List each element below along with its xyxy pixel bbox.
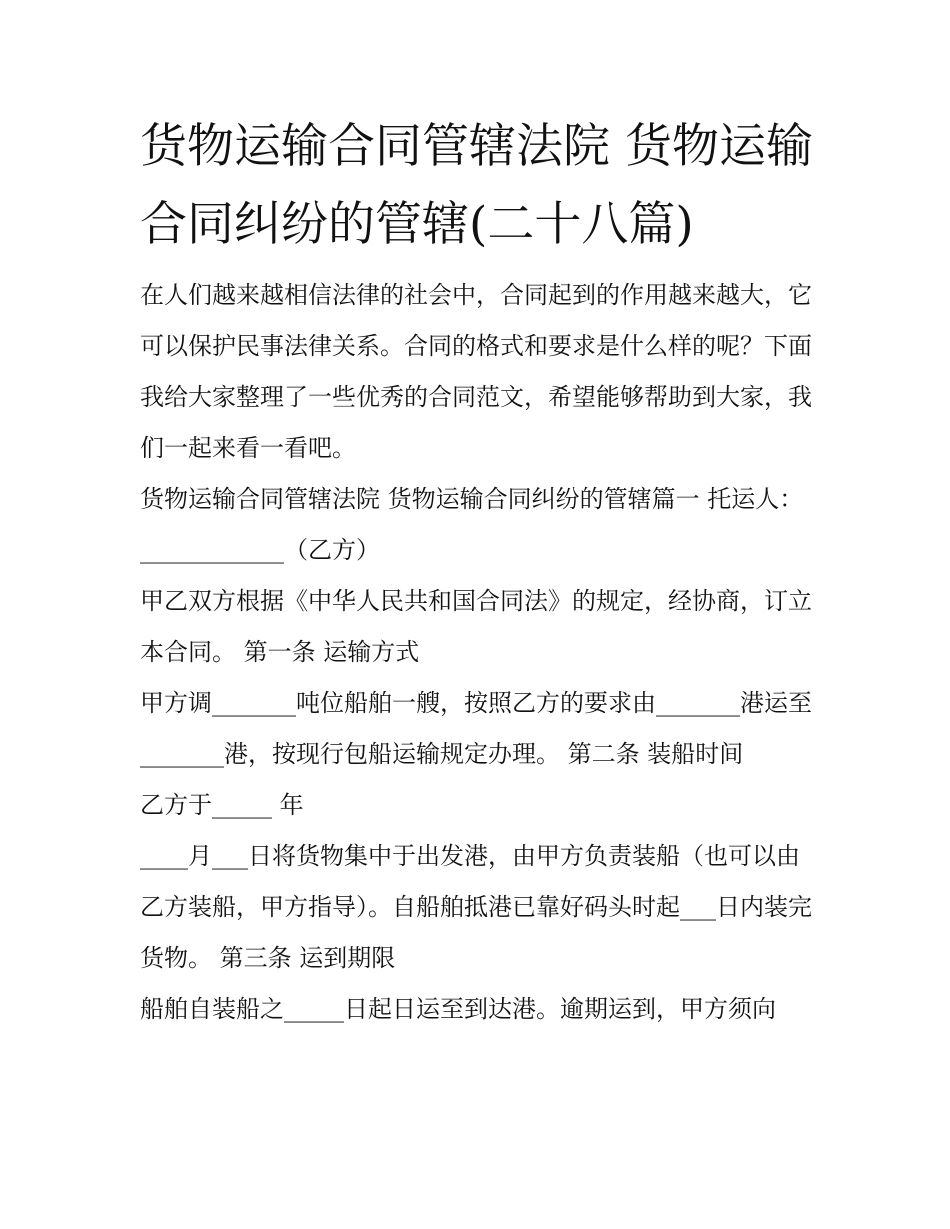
- agreement-paragraph: 甲乙双方根据《中华人民共和国合同法》的规定，经协商，订立本合同。 第一条 运输方式: [140, 587, 812, 666]
- section-heading-shipper: 货物运输合同管辖法院 货物运输合同纠纷的管辖篇一 托运人：____________（乙方）: [140, 485, 804, 564]
- clause-loading-year: 乙方于_____ 年: [140, 791, 304, 819]
- clause-loading-time: ____月___日将货物集中于出发港，由甲方负责装船（也可以由乙方装船，甲方指导）。自船舶抵港已靠好码头时起___日内装完货物。 第三条 运到期限: [140, 842, 812, 972]
- document-title: 货物运输合同管辖法院 货物运输合同纠纷的管辖(二十八篇): [140, 119, 813, 252]
- clause-transport-method: 甲方调_______吨位船舶一艘，按照乙方的要求由_______港运至_______港，按现行包船运输规定办理。 第二条 装船时间: [140, 689, 812, 768]
- intro-paragraph: 在人们越来越相信法律的社会中，合同起到的作用越来越大，它可以保护民事法律关系。合同的格式和要求是什么样的呢？下面我给大家整理了一些优秀的合同范文，希望能够帮助到大家，我们一起来看一看吧。: [140, 281, 812, 462]
- clause-delivery-deadline: 船舶自装船之_____日起日运至到达港。逾期运到，甲方须向: [140, 995, 776, 1023]
- document-body: [140, 108, 820, 1035]
